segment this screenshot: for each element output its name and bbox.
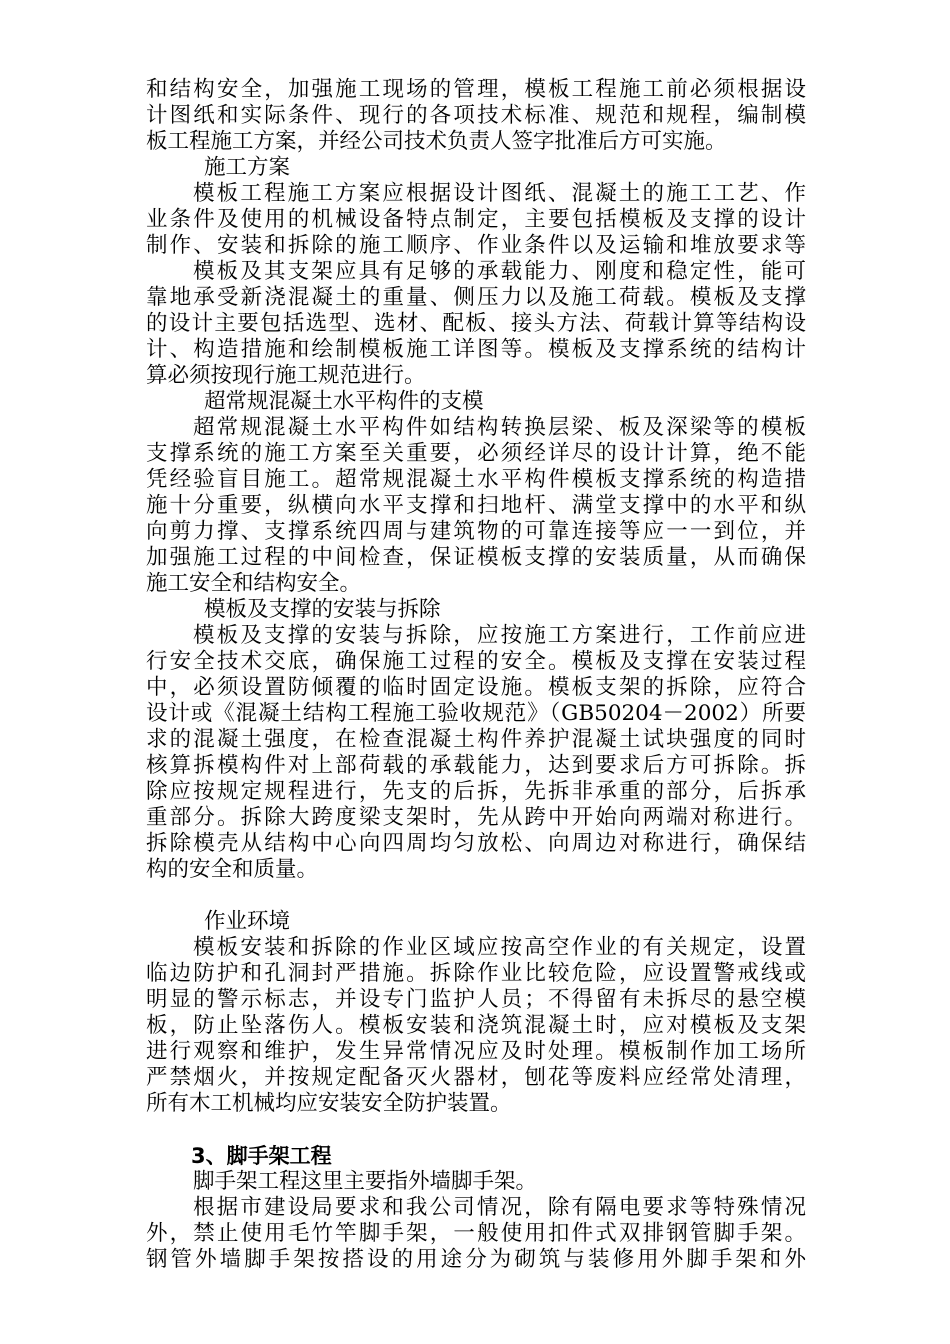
section-heading-scaffolding: 3、脚手架工程 [191,1144,332,1168]
paragraph-first-line: 模板工程施工方案应根据设计图纸、混凝土的施工工艺、作 [193,181,806,206]
body-line: 严禁烟火，并按规定配备灭火器材，刨花等废料应经常处清理， [146,1065,806,1090]
body-line: 行安全技术交底，确保施工过程的安全。模板及支撑在安装过程 [146,649,806,674]
body-line: 计图纸和实际条件、现行的各项技术标准、规范和规程，编制模 [146,103,806,128]
body-line: 拆除模壳从结构中心向四周均匀放松、向周边对称进行，确保结 [146,831,806,856]
paragraph-first-line: 根据市建设局要求和我公司情况，除有隔电要求等特殊情况 [193,1195,806,1220]
body-line: 凭经验盲目施工。超常规混凝土水平构件模板支撑系统的构造措 [146,467,806,492]
paragraph-first-line: 模板安装和拆除的作业区域应按高空作业的有关规定，设置 [193,935,806,960]
body-line: 和结构安全，加强施工现场的管理，模板工程施工前必须根据设 [146,77,806,102]
body-line: 靠地承受新浇混凝土的重量、侧压力以及施工荷载。模板及支撑 [146,285,806,310]
body-line: 支撑系统的施工方案至关重要，必须经详尽的设计计算，绝不能 [146,441,806,466]
body-line: 除应按规定规程进行，先支的后拆，先拆非承重的部分，后拆承 [146,779,806,804]
body-line: 算必须按现行施工规范进行。 [146,363,426,388]
body-line: 施工安全和结构安全。 [146,571,362,596]
body-line: 向剪力撑、支撑系统四周与建筑物的可靠连接等应一一到位，并 [146,519,806,544]
body-line: 制作、安装和拆除的施工顺序、作业条件以及运输和堆放要求等 [146,233,806,258]
section-heading-install-removal: 模板及支撑的安装与拆除 [204,597,441,622]
body-line: 临边防护和孔洞封严措施。拆除作业比较危险，应设置警戒线或 [146,961,806,986]
body-line: 施十分重要，纵横向水平支撑和扫地杆、满堂支撑中的水平和纵 [146,493,806,518]
paragraph-first-line: 脚手架工程这里主要指外墙脚手架。 [193,1169,538,1194]
body-line: 业条件及使用的机械设备特点制定，主要包括模板及支撑的设计 [146,207,806,232]
body-line: 构的安全和质量。 [146,857,319,882]
body-line: 明显的警示标志，并设专门监护人员；不得留有未拆尽的悬空模 [146,987,806,1012]
body-line: 外，禁止使用毛竹竿脚手架，一般使用扣件式双排钢管脚手架。 [146,1221,806,1246]
body-line: 板，防止坠落伤人。模板安装和浇筑混凝土时，应对模板及支架 [146,1013,806,1038]
body-line: 钢管外墙脚手架按搭设的用途分为砌筑与装修用外脚手架和外 [146,1247,806,1272]
section-heading-construction-plan: 施工方案 [204,155,291,180]
body-line: 计、构造措施和绘制模板施工详图等。模板及支撑系统的结构计 [146,337,806,362]
section-heading-formwork-support: 超常规混凝土水平构件的支模 [204,389,484,414]
body-line: 中，必须设置防倾覆的临时固定设施。模板支架的拆除，应符合 [146,675,806,700]
body-line: 求的混凝土强度，在检查混凝土构件养护混凝土试块强度的同时 [146,727,806,752]
body-line: 进行观察和维护，发生异常情况应及时处理。模板制作加工场所 [146,1039,806,1064]
body-line: 核算拆模构件对上部荷载的承载能力，达到要求后方可拆除。拆 [146,753,806,778]
section-heading-work-environment: 作业环境 [204,909,291,934]
body-line: 的设计主要包括选型、选材、配板、接头方法、荷载计算等结构设 [146,311,806,336]
paragraph-first-line: 模板及其支架应具有足够的承载能力、刚度和稳定性，能可 [193,259,806,284]
body-line: 设计或《混凝土结构工程施工验收规范》（GB50204－2002）所要 [146,701,806,726]
body-line: 板工程施工方案，并经公司技术负责人签字批准后方可实施。 [146,129,727,154]
body-line: 重部分。拆除大跨度梁支架时，先从跨中开始向两端对称进行。 [146,805,806,830]
paragraph-first-line: 模板及支撑的安装与拆除，应按施工方案进行，工作前应进 [193,623,806,648]
body-line: 所有木工机械均应安装安全防护装置。 [146,1091,512,1116]
paragraph-first-line: 超常规混凝土水平构件如结构转换层梁、板及深梁等的模板 [193,415,806,440]
body-line: 加强施工过程的中间检查，保证模板支撑的安装质量，从而确保 [146,545,806,570]
